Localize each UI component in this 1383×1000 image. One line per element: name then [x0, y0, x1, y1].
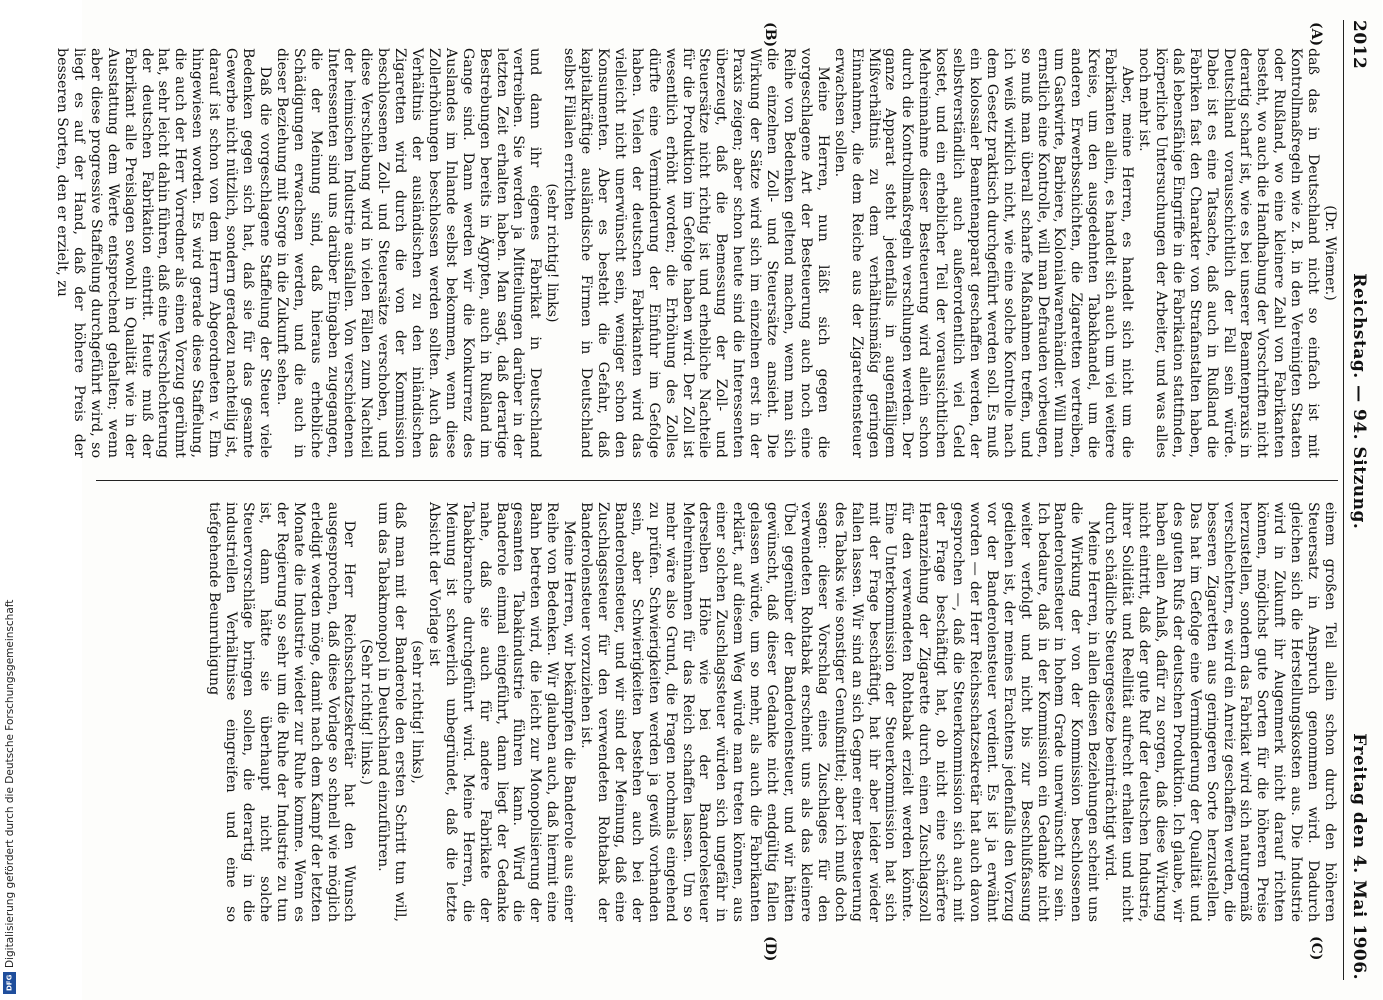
paragraph: einem großen Teil allein schon durch den höheren Steuersatz in Anspruch genommen wird. Dadurch gleichen sich die Herstellungskosten aus. Die Industrie wird in Zukunft ihr Augenmerk nicht darauf richten können, möglichst gute Sorten für die höheren Preise herzustellen, sondern das Fabrikat wird sich naturgemäß verschlechtern, es wird ein Anreiz geschaffen werden, die besseren Zigaretten aus geringeren Sorte herzustellen. Das hat im Gefolge eine Verminderung der Qualität und des guten Rufs der deutschen Produktion. Ich glaube, wir haben allen Anlaß, dafür zu sorgen, daß diese Wirkung nicht eintritt, daß der gute Ruf der deutschen Industrie, ihrer Solidität und Reellität aufrecht erhalten und nicht durch schädliche Steuergesetze beeinträchtigt wird. — [1102, 502, 1338, 922]
header-title: Reichstag. — 94. Sitzung. — [1349, 273, 1369, 530]
paragraph: und dann ihr eigenes Fabrikat in Deutschland vertreiben. Sie werden ja Mitteilungen darüber in der letzten Zeit erhalten haben. Man sagt, daß derartige Bestrebungen bereits in Ägypten, auch in Rußland im Gange sind. Dann werden wir die Konkurrenz des Auslandes im Inlande selbst bekommen, wenn diese Zollerhöhungen beschlossen werden sollten. Auch das Verhältnis der ausländischen zu den inländischen Zigaretten wird durch die von der Kommission beschlossenen Zoll- und Steuersätze verschoben, und diese Verschiebung wird in vielen Fällen zum Nachteil der heimischen Industrie ausfallen. Von verschiedenen Interessenten sind uns darüber Eingaben zugegangen, die der Meinung sind, daß hieraus erhebliche Schädigungen erwachsen werden, und die auch in dieser Beziehung mit Sorge in die Zukunft sehen. — [273, 48, 544, 458]
paragraph: daß das in Deutschland nicht so einfach ist mit Kontrollmaßregeln wie z. B. in den Vereinigten Staaten oder Rußland, wo eine kleinere Zahl von Fabrikanten besteht, wo auch die Handhabung der Vorschriften nicht derartig scharf ist, wie es bei unserer Beamtenpraxis in Deutschland vorausschichtlich der Fall sein würde. Dabei ist es eine Tatsache, daß auch in Rußland die Fabriken fast den Charakter von Strafanstalten haben, daß lebensfähige Eingriffe in die Fabrikation stattfinden, körperliche Untersuchungen der Arbeiter, und was alles noch mehr ist. — [1136, 48, 1322, 458]
paragraph: Meine Herren, wir bekämpfen die Banderole aus einer Reihe von Bedenken. Wir glauben auch, daß hiermit eine Bahn betreten wird, die leicht zur Monopolisierung der gesamten Tabakindustrie führen kann. Wird die Banderole einmal eingeführt, dann liegt der Gedanke nahe, daß sie auch für andere Fabrikate der Tabakbranche durchgeführt wird. Meine Herren, die Meinung ist schwerlich unbegründet, daß die letzte Absicht der Vorlage ist — [425, 502, 578, 922]
header-date: Freitag den 4. Mai 1906. — [1349, 733, 1369, 980]
margin-marker-d: (D) — [762, 936, 778, 962]
paragraph: Meine Herren, nun läßt sich gegen die vorgeschlagene Art der Besteuerung auch noch eine Reihe von Bedenken geltend machen, wenn man sich die einzelnen Zoll- und Steuersätze ansieht. Die Wirkung der Sätze wird sich im einzelnen erst in der Praxis zeigen; aber schon heute sind die Interessenten überzeugt, daß die Bemessung der Zoll- und Steuersätze nicht richtig ist und erhebliche Nachteile für die Produktion im Gefolge haben wird. Der Zoll ist wesentlich erhöht worden; die Erhöhung des Zolles dürfte eine Verminderung der Einfuhr im Gefolge haben. Vielen der deutschen Fabrikanten wird das vielleicht nicht unerwünscht sein, weniger schon den Konsumenten. Aber es besteht die Gefahr, daß kapitalkräftige ausländische Firmen in Deutschland selbst Filialen errichten — [561, 48, 831, 458]
newspaper-page — [54, 0, 1382, 1000]
margin-marker-a: (A) — [1308, 22, 1324, 47]
page-number: 2012 — [1349, 20, 1369, 70]
margin-marker-c: (C) — [1308, 936, 1324, 961]
paragraph: Aber, meine Herren, es handelt sich nicht um die Fabrikanten allein, es handelt sich auch um viel weitere Kreise, um den ausgedehnten Tabakhandel, um die anderen Erwerbsschichten, die Zigaretten vertreiben, um Gastwirte, Barbiere, Kolonialwarenhändler. Will man ernstlich eine Kontrolle, will man Defrauden vorbeugen, so muß man überall scharfe Maßnahmen treffen, und ich weiß wirklich nicht, wie eine solche Kontrolle nach dem Gesetz praktisch durchgeführt werden soll. Es muß ein kolossaler Beamtenapparat geschaffen werden, der selbstverständlich auch außerordentlich viel Geld kostet, und ein erheblicher Teil der voraussichtlichen Mehreinnahme dieser Besteuerung wird allein schon durch die Kontrollmaßregeln verschlungen werden. Der ganze Apparat steht jedenfalls in augenfälligem Mißverhältnis zu dem verhältnismäßig geringen Einnahmen, die dem Reiche aus der Zigarettensteuer erwachsen sollen. — [831, 48, 1136, 458]
paragraph: Daß die vorgeschlagene Staffelung der Steuer viele Bedenken gegen sich hat, daß sie für das gesamte Gewerbe nicht nützlich, sondern geradezu nachteilig ist, darauf ist schon von dem Herrn Abgeordneten v. Elm hingewiesen worden. Es wird gerade diese Staffelung, die auch der Herr Vorredner als einen Vorzug gerühmt hat, sehr leicht dahin führen, daß eine Verschlechterung der deutschen Fabrikation eintritt. Heute muß der Fabrikant alle Preislagen sowohl in Qualität wie in der Ausstattung dem Werte entsprechend gehalten; wenn aber diese progressive Staffelung durchgeführt wird, so liegt es auf der Hand, daß der höhere Preis der besseren Sorten, den er erzielt, zu — [54, 48, 273, 458]
paragraph: (sehr richtig! links), — [409, 640, 426, 784]
paragraph: Meine Herren, in allen diesen Beziehungen scheint uns die Wirkung der von der Kommission beschlossenen Banderolensteuer in hohem Grade unerwünscht zu sein. Ich bedaure, daß in der Kommission ein Gedanke nicht weiter verfolgt und nicht bis zur Beschlußfassung gediehen ist, der meines Erachtens jedenfalls den Vorzug vor der Banderolensteuer verdient. Es ist ja erwähnt worden — der Herr Reichsschatzsekretär hat auch davon gesprochen —, daß die Steuerkommission sich auch mit der Frage beschäftigt hat, ob nicht eine schärfere Heranziehung der Zigarette durch einen Zuschlagszoll für den verwendeten Rohtabak erzielt werden könnte. Eine Unterkommission der Steuerkommission hat sich mit der Frage beschäftigt, hat ihr aber leider wieder fallen lassen. Wir sind an sich Gegner einer Besteuerung des Tabaks wie sonstiger Genußmittel; aber ich muß doch sagen: dieser Vorschlag eines Zuschlages für den verwendeten Rohtabak erscheint uns als das kleinere Übel gegenüber der Banderolensteuer, und wir hätten gewünscht, daß dieser Gedanke nicht endgültig fallen gelassen würde, um so mehr, als auch die Fabrikanten erklärt, auf diesem Weg würde man treten können, aus einer solchen Zuschlagssteuer würden sich ungefähr in derselben Höhe wie bei der Banderolesteuer Mehreinnahmen für das Reich schaffen lassen. Um so mehr wäre also Grund, die Fragen nochmals eingehend zu prüfen. Schwierigkeiten werden ja gewiß vorhanden sein, aber Schwierigkeiten bestehen auch bei der Banderolensteuer, und wir sind der Meinung, daß eine Zuschlagssteuer für den verwendeten Rohtabak der Banderolensteuer vorzuziehen ist. — [578, 502, 1102, 922]
paragraph: (Dr. Wiemer.) — [1322, 205, 1338, 301]
right-text-column — [96, 502, 1338, 922]
header-rule — [1343, 20, 1344, 980]
paragraph: daß man mit der Banderole den ersten Schritt tun will, um das Tabakmonopol in Deutschland einzuführen. — [375, 502, 409, 922]
margin-marker-b: (B) — [762, 22, 778, 48]
paragraph: (Sehr richtig! links.) — [358, 638, 375, 786]
left-text-column — [54, 48, 1338, 458]
digitization-note: Digitalisierung gefördert durch die Deutsche Forschungsgemeinschaft — [4, 599, 16, 968]
dfg-logo: DFG — [3, 972, 16, 994]
column-divider — [96, 480, 1338, 481]
paragraph: (sehr richtig! links) — [544, 183, 561, 323]
page-header — [1344, 20, 1374, 980]
paragraph: Der Herr Reichsschatzsekretär hat den Wunsch ausgesprochen, daß diese Vorlage so schnell wie möglich erledigt werden möge, damit nach dem Kampf der letzten Monate die Industrie wieder zur Ruhe komme. Wenn es der Regierung so sehr um die Ruhe der Industrie zu tun ist, dann hätte sie überhaupt nicht solche Steuervorschläge bringen sollen, die derartig in die industriellen Verhältnisse eingreifen und eine so tiefgehende Beunruhigung — [206, 502, 358, 922]
digitization-sidebar — [2, 0, 16, 1000]
